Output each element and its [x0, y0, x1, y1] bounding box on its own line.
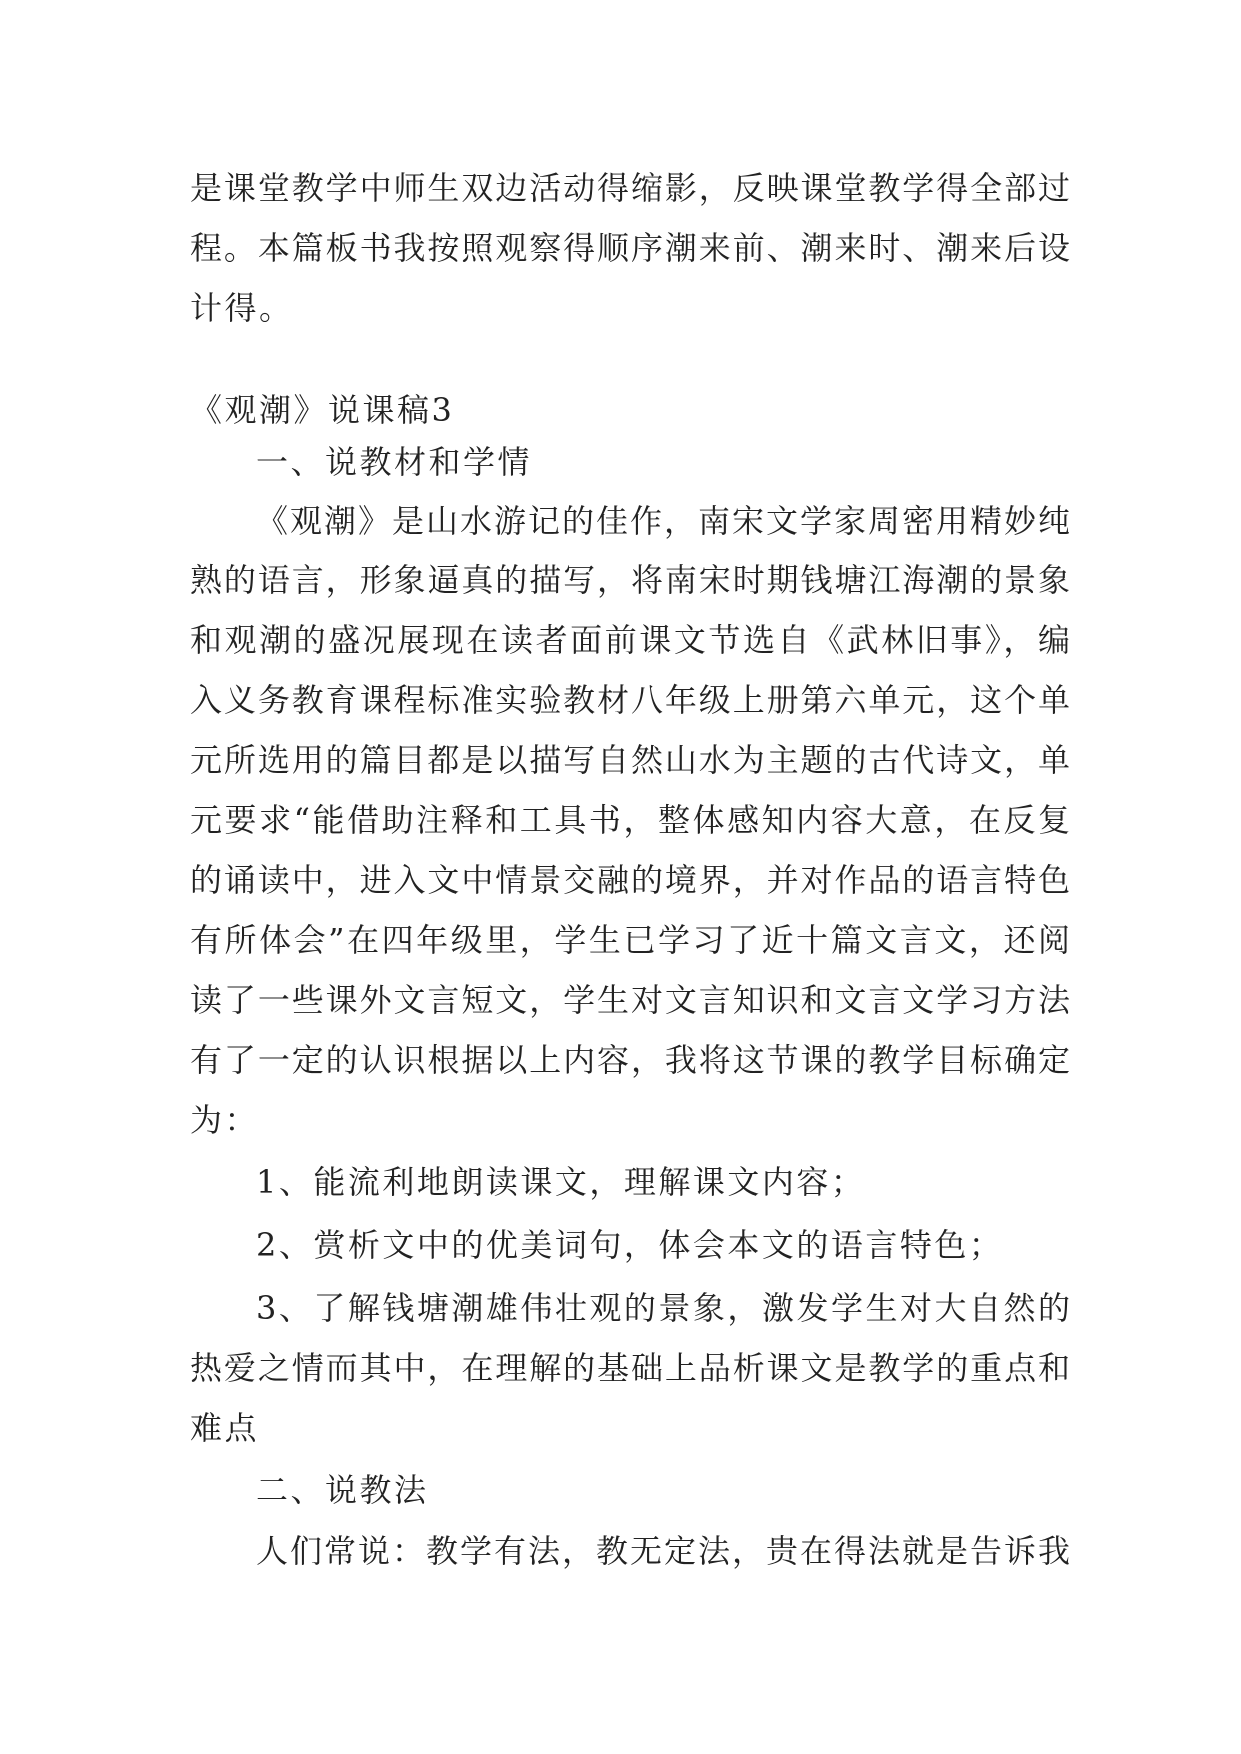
text-line: 难点: [190, 1409, 260, 1447]
text-line: 计得。: [190, 289, 294, 327]
text-line: 人们常说：教学有法，教无定法，贵在得法就是告诉我: [256, 1532, 1070, 1570]
text-line: 元所选用的篇目都是以描写自然山水为主题的古代诗文，单: [190, 741, 1070, 779]
text-line: 和观潮的盛况展现在读者面前课文节选自《武林旧事》，编: [190, 621, 1070, 659]
text-line: 有了一定的认识根据以上内容，我将这节课的教学目标确定: [190, 1041, 1070, 1079]
text-line: 熟的语言，形象逼真的描写，将南宋时期钱塘江海潮的景象: [190, 561, 1070, 599]
text-line: 入义务教育课程标准实验教材八年级上册第六单元，这个单: [190, 681, 1070, 719]
section-heading: 二、说教法: [256, 1471, 429, 1509]
text-line: 为：: [190, 1101, 260, 1139]
text-line: 有所体会”在四年级里，学生已学习了近十篇文言文，还阅: [190, 921, 1070, 959]
text-line: 的诵读中，进入文中情景交融的境界，并对作品的语言特色: [190, 861, 1070, 899]
list-item: 2、赏析文中的优美词句，体会本文的语言特色；: [256, 1226, 1004, 1264]
text-line: 热爱之情而其中，在理解的基础上品析课文是教学的重点和: [190, 1349, 1070, 1387]
text-line: 读了一些课外文言短文，学生对文言知识和文言文学习方法: [190, 981, 1070, 1019]
list-item: 3、了解钱塘潮雄伟壮观的景象，激发学生对大自然的: [256, 1289, 1070, 1327]
text-line: 《观潮》是山水游记的佳作，南宋文学家周密用精妙纯: [256, 502, 1070, 540]
list-item: 1、能流利地朗读课文，理解课文内容；: [256, 1163, 866, 1201]
text-line: 元要求“能借助注释和工具书，整体感知内容大意，在反复: [190, 801, 1070, 839]
text-line: 是课堂教学中师生双边活动得缩影，反映课堂教学得全部过: [190, 169, 1070, 207]
section-heading: 一、说教材和学情: [256, 443, 533, 481]
text-line: 程。本篇板书我按照观察得顺序潮来前、潮来时、潮来后设: [190, 229, 1070, 267]
section-title: 《观潮》说课稿3: [190, 391, 455, 429]
